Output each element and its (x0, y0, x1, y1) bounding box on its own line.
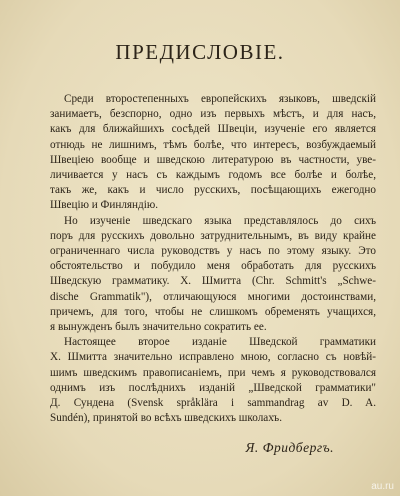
text-line: поръ для русскихъ довольно затруднительнымъ, въ виду крайне (50, 229, 376, 242)
text-line: Но изученіе шведскаго языка представлялось до сихъ (64, 214, 376, 227)
text-line: обстоятельство и побудило меня обработать для русскихъ (50, 260, 376, 273)
text-line: Среди второстепенныхъ европейскихъ языковъ, шведскій (64, 93, 376, 105)
paragraph-1 (50, 92, 376, 214)
text-line: ограниченнаго числа руководствъ у насъ по этому языку. Это (50, 245, 376, 258)
text-line: шимъ шведскимъ правописаніемъ, при чемъ я руководствовался (50, 366, 376, 379)
site-watermark: au.ru (371, 481, 394, 492)
text-line: однимъ изъ послѣднихъ изданій „Шведской грамматики" (50, 381, 376, 394)
text-line: я вынужденъ былъ значительно сократить ее. (50, 321, 267, 334)
text-line: Sundén), принятой во всѣхъ шведскихъ школахъ. (50, 412, 283, 425)
text-line: Настоящее второе изданіе Шведской грамматики (64, 336, 376, 349)
text-line: такъ же, какъ и число русскихъ, посѣщающихъ ежегодно (50, 184, 376, 197)
paragraph-3 (50, 335, 376, 426)
text-line: Швецію и Финляндію. (50, 199, 158, 212)
text-line: занимаетъ, безспорно, одно изъ первыхъ мѣстъ, и для насъ, (50, 108, 376, 121)
author-signature: Я. Фридбергъ. (245, 440, 334, 455)
text-line: dische Grammatik"), отличающуюся многими достоинствами, (50, 290, 376, 303)
text-line: Д. Сундена (Svensk språklära i sammandrag av D. A. (50, 397, 376, 410)
page-title: ПРЕДИСЛОВІЕ. (115, 40, 285, 64)
text-line: Шведскую грамматику. Х. Шмитта (Chr. Schmitt's „Schwe- (50, 275, 376, 288)
text-line: причемъ, для того, чтобы не слишкомъ обременять учащихся, (50, 305, 376, 318)
preface-body (50, 92, 376, 426)
text-line: Швеціею вообще и шведскою литературою въ частности, уве- (50, 153, 376, 166)
paragraph-2 (50, 214, 376, 336)
text-line: Х. Шмитта значительно исправлено мною, согласно съ новѣй- (50, 351, 376, 364)
text-line: какъ для ближайшихъ сосѣдей Швеціи, изученіе его является (50, 123, 376, 136)
text-line: личивается у насъ съ каждымъ годомъ все болѣе и болѣе, (50, 169, 376, 182)
text-line: отнюдь не лишнимъ, тѣмъ болѣе, что интересъ, возбуждаемый (50, 138, 376, 151)
